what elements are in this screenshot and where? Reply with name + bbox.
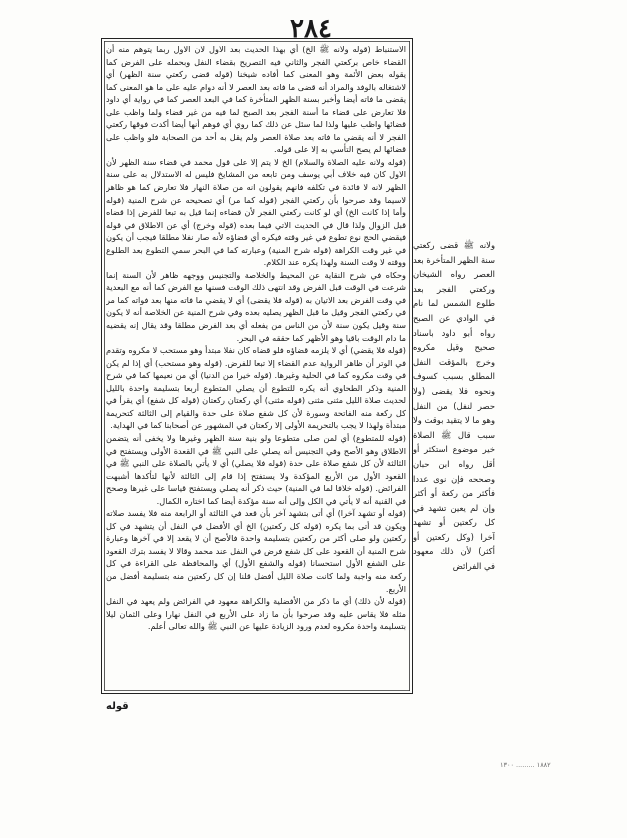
- commentary-paragraph: (قوله لأن ذلك) أي ما ذكر من الأفضلية والكراهة معهود في الفرائض ولم يعهد في النفل مثله فلا يقاس عليه وقد صرحوا بأن ما زاد على الأربع في النفل نهارا وعلى الثمان ليلا بتسليمة واحدة مكروه لعدم ورود الزيادة عليها عن النبي ﷺ والله تعالى أعلم.: [106, 596, 406, 632]
- main-commentary-text: [106, 43, 406, 687]
- catchword: قوله: [106, 701, 129, 712]
- commentary-paragraph: (قوله فلا يقضي) أي لا يلزمه قضاؤه فلو قضاه كان نفلا مبتدأ وهو مستحب لا مكروه وتقدم في الوتر أن ظاهر الرواية عدم القضاء إلا تبعا للفرض. (قوله وهو مستحب) أي إذا لم يكن في وقت مكروه كما في الحلية وغيرها. (قوله خيرا من الدنيا) أي من نعيمها كما في شرح المنية وذكر الطحاوي أنه يكره للتطوع أن يصلي المتطوع أربعا بتسليمة واحدة بالليل لحديث صلاة الليل مثنى مثنى (قوله مثنى) أي ركعتان ركعتان (قوله كل شفع) أي يقرأ في كل ركعة منه الفاتحة وسورة لأن كل شفع صلاة على حدة والقيام إلى الثالثة كتحريمة مبتدأة ولهذا لا يجب بالتحريمة الأولى إلا ركعتان في المشهور عن أصحابنا كما في الهداية.: [106, 345, 406, 431]
- commentary-paragraph: (قوله ولانه عليه الصلاة والسلام) الخ لا يتم إلا على قول محمد في قضاء سنة الظهر لأن الاول كان فيه خلاف أبي يوسف ومن تابعه من المشايخ فليس له الاستدلال به على سنة الظهر لانه لا فائدة في تكلفه فانهم يقولون انه من صلاة النهار فلا تعارض كما هو ظاهر لاسيما وقد صرحوا بأن ركعتي الفجر (قوله كما مر) أي تصحيحه عن شرح المنية (قوله وأما إذا كانت الخ) أي لو كانت ركعتي الفجر لأن قضاءه إنما قيل به تبعا للفرض إذا قضاه قبل الزوال ولذا قال في الحديث الاتي فيما بعده (قوله وخرج) أي عن الاطلاق في قوله فيقضي الحج نوع تطوع في غير وقته فيكره أي قضاؤه لأنه صار نفلا مطلقا فيجب أن يكون في غير وقت الكراهة (قوله شرح المنية) وعبارته كما في البحر سمي التطوع بعد الطلوع ووقته لا وقت السنة ولهذا يكره عند الكلام.: [106, 156, 406, 268]
- library-stamp: ١٨٨٢ ......... ١٣٠٠: [500, 761, 551, 769]
- page-number: ٢٨٤: [290, 14, 332, 44]
- commentary-paragraph: (قوله أو تشهد آخرا) أي أتى بتشهد آخر بأن قعد في الثالثة أو الرابعة منه فلا يفسد صلاته ويكون قد أتى بما يكره (قوله كل ركعتين) الخ أي الأفضل في النفل أن يتشهد في كل ركعتين ولو صلى أكثر من ركعتين بتسليمة واحدة فالأصح أن لا يقعد إلا في آخرها وعبارة شرح المنية أن القعود على كل شفع فرض في النفل عند محمد وقالا لا يفسد بترك القعود على الشفع الأول استحسانا (قوله والشفع الأول) أي والمحافظة على القراءة في كل ركعة منه واجبة ولما كانت صلاة الليل أفضل قلنا إن كل ركعتين منه بتسليمة أفضل من الأربع.: [106, 508, 406, 594]
- margin-paragraph: ولانه ﷺ قضى ركعتي سنة الظهر المتأخرة بعد العصر رواه الشيخان وركعتي الفجر بعد طلوع الشمس لما نام في الوادي عن الصبح رواه أبو داود باسناد صحيح وقيل مكروه وخرج بالمؤقت النفل المطلق بسبب كسوف ونحوه فلا يقضى (ولا حصر لنفل) من النفل وهو ما لا يتقيد بوقت ولا سبب قال ﷺ الصلاة خير موضوع استكثر أو أقل رواه ابن حبان وصححه فإن نوى عددا فأكثر من ركعة أو أكثر وإن لم يعين تشهد في كل ركعتين أو تشهد آخرا (وكل ركعتين أو أكثر) لأن ذلك معهود في الفرائض: [413, 240, 495, 572]
- commentary-paragraph: وحكاه في شرح النقاية عن المحيط والخلاصة والتجنيس ووجهه ظاهر لأن السنة إنما شرعت في الوقت قبل الفرض وقد انتهى ذلك الوقت فسنها مع الفرض كما أنه مع البعدية في وقت الفرض بعد الاتيان به (قوله فلا يقضى) أي لا يقضي ما فاته منها بعد فواته كما مر في ركعتي الفجر وقيل ما قبل الظهر يصليه بعده وفي شرح المنية عن الخلاصة أنه لا يكون سنة وقيل يكون سنة لأن من الناس من يفعله أي بعد الفرض مطلقا وقد يقال إنه يقضيه ما دام الوقت باقيا وهو الأظهر كما حققه في البحر.: [106, 269, 406, 343]
- commentary-paragraph: الاستنباط (قوله ولانه ﷺ الخ) أي بهذا الحديث بعد الاول لان الاول ربما يتوهم منه أن القضاء خاص بركعتي الفجر والثاني فيه التصريح بقضاء النفل وبحمله على الفرض كما يقوله بعض الأئمة وهو المعنى كما أفاده شيخنا (قوله قضى ركعتي سنة الظهر) أي لاشتغاله بالوفد والمراد أنه قضى ما فاته بعد العصر لا أنه دوام عليه على ما هو المعنى كما يقضى ما فاته أيضا وأخبر بسنة الظهر المتأخرة كما في البعد العصر كما في رواية أي داود فلا تعارض على قضاء ما أسنة الفجر بعد الصبح لما فيه من غير قضاء ولما واظب على قضائها واظب عليها ولذا لما سئل عن ذلك كما روي أي فوهم أنها أيضا أكدت فوقها ركعتي الفجر لا أنه يقضي ما فاته بعد صلاة العصر ولم يقل به أحد من الصحابة فلو واظب على قضائها لم يصح التأسي به إلا على قوله.: [106, 44, 406, 155]
- commentary-paragraph: (قوله للمتطوع) أي لمن صلى متطوعا ولو بنية سنة الظهر وغيرها ولا يخفى أنه يتضمن الاطلاق وهو الأصح وفي التجنيس أنه يصلي على النبي ﷺ في القعدة الأولى ويستفتح في الثالثة لأن كل شفع صلاة على حدة (قوله فلا يصلي) أي لا يأتي بالصلاة على النبي ﷺ في القعود الأول من الأربع المؤكدة ولا يستفتح إذا قام إلى الثالثة لأنها لتأكدها أشبهت الفرائض. (قوله خلافا لما في المنية) حيث ذكر أنه يصلي ويستفتح قياسا على غيرها وصحح في القنية أنه لا يأتي في الكل وإلى أنه سنة مؤكدة أيضا كما اختاره الكمال.: [106, 432, 406, 506]
- margin-main-text: [413, 238, 495, 618]
